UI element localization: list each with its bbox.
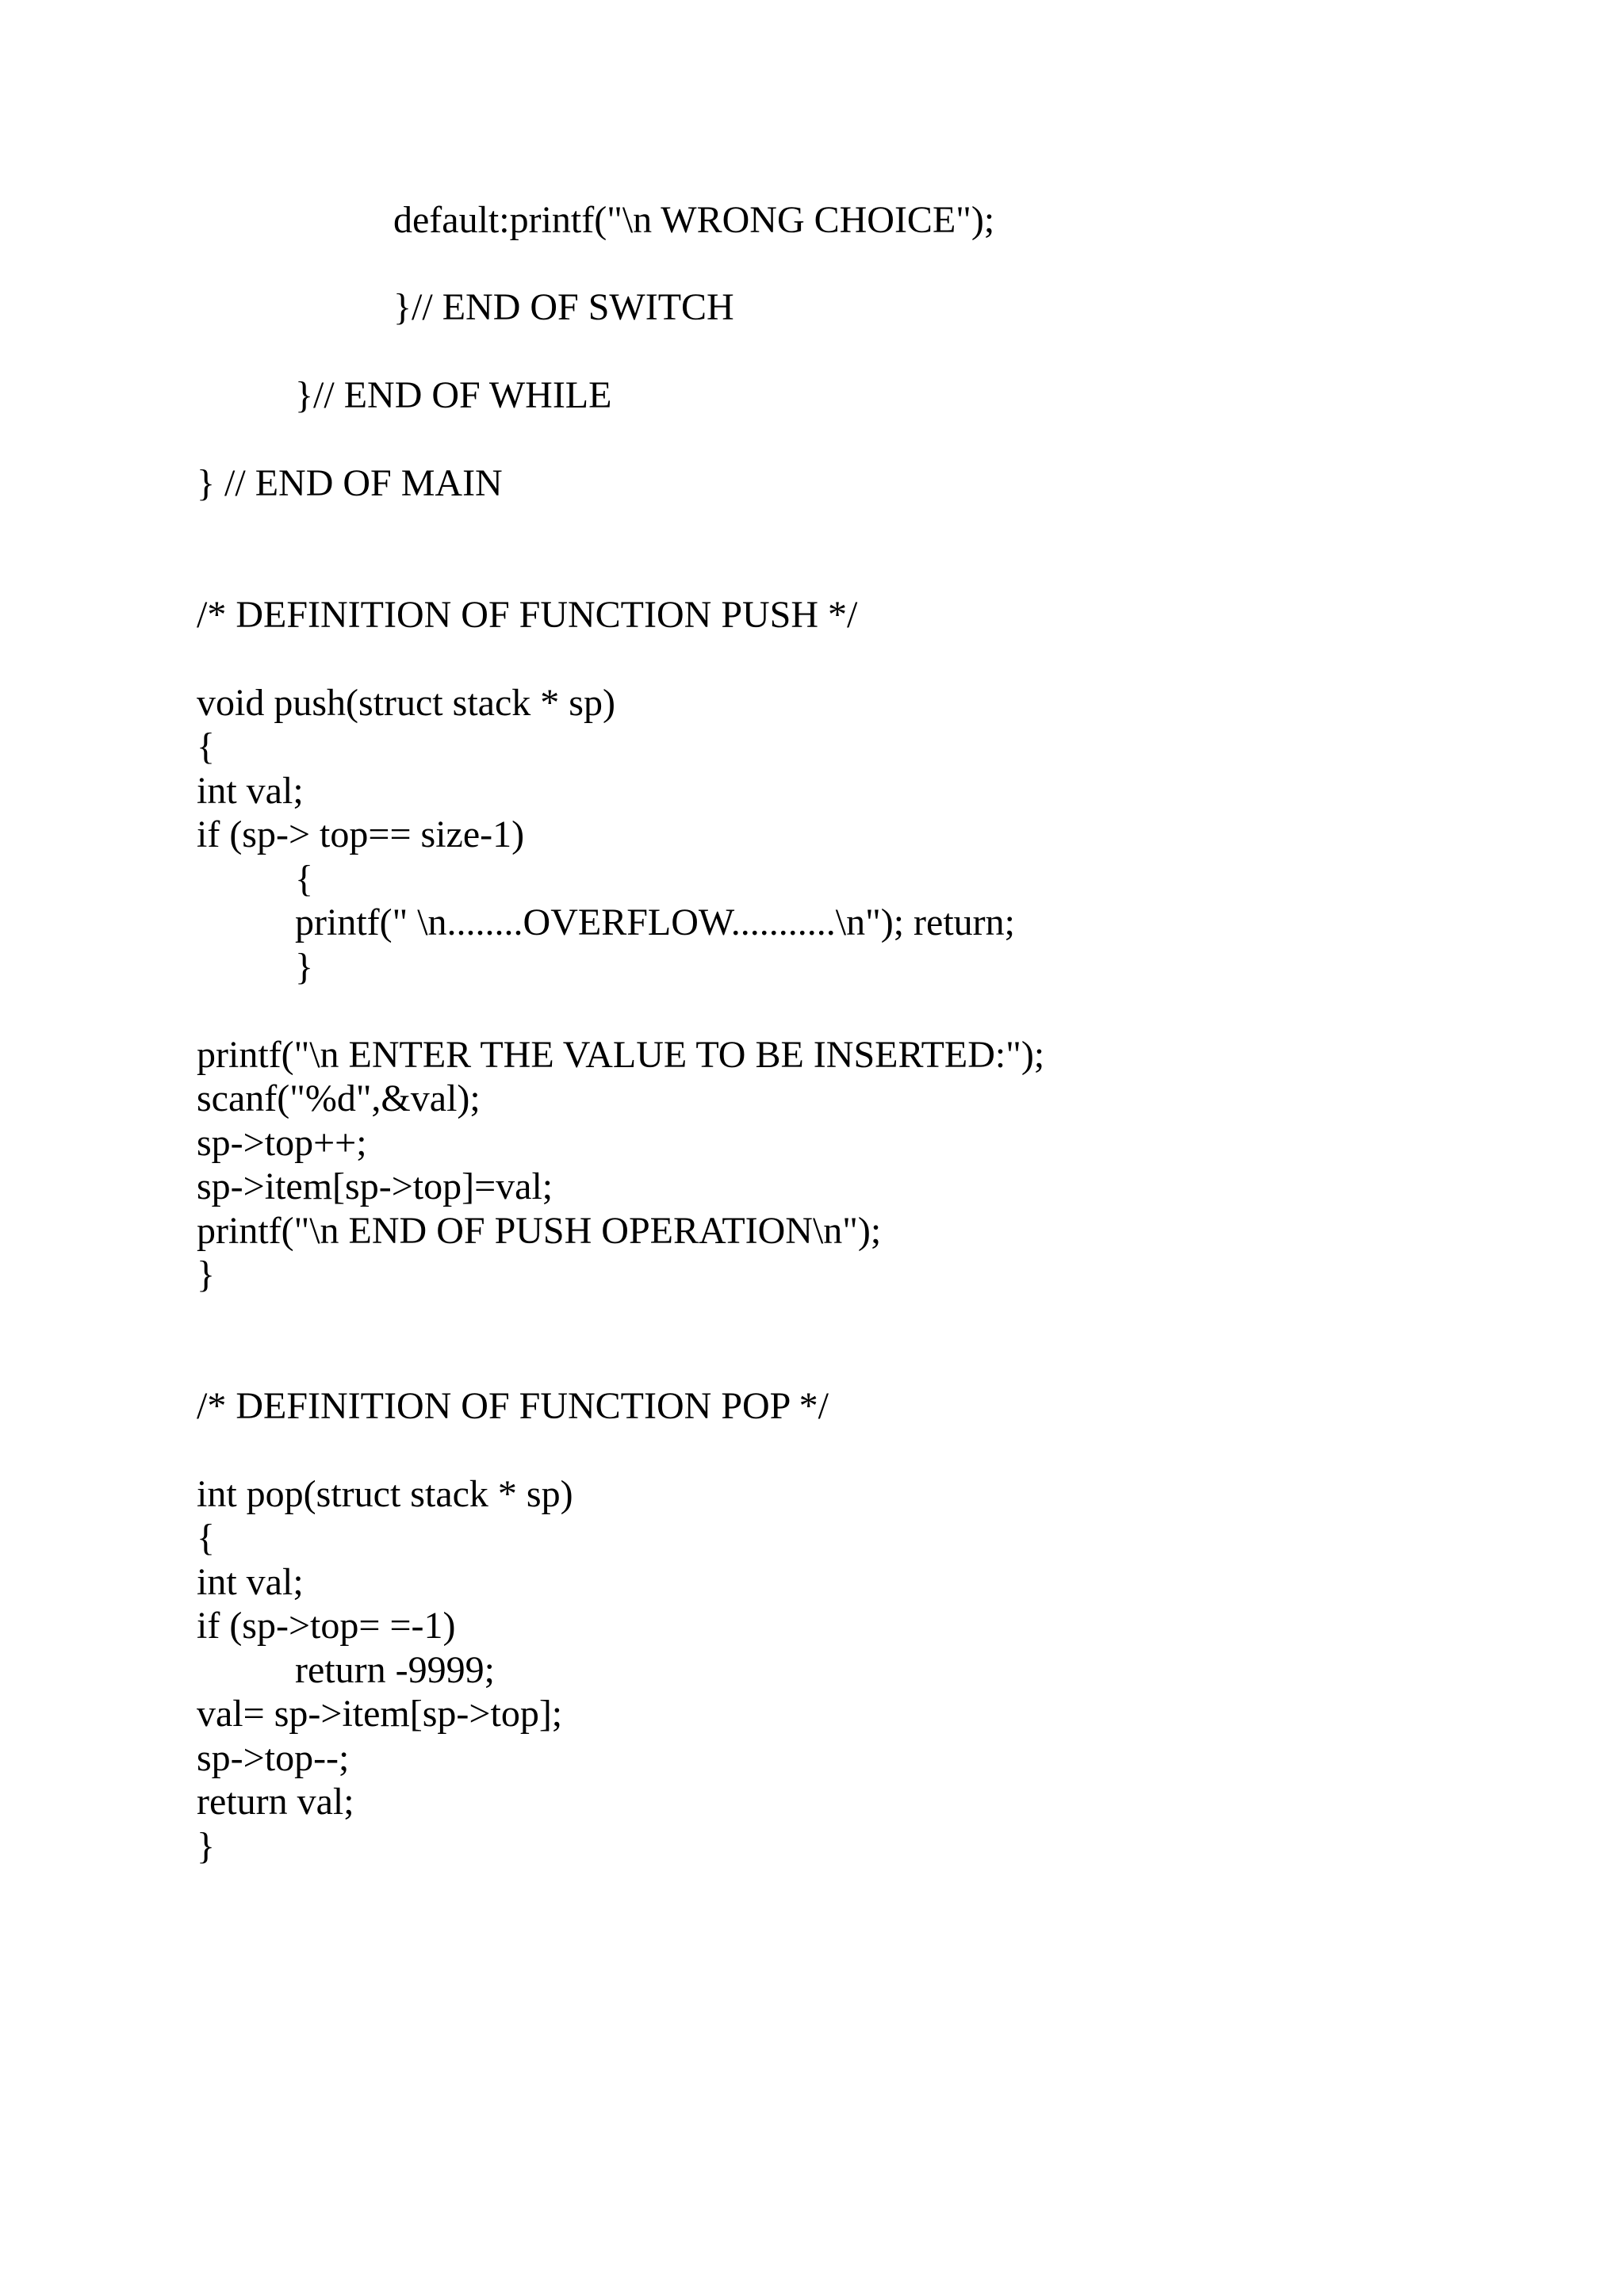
- code-line-push-top-increment: sp->top++;: [197, 1122, 367, 1164]
- code-line-end-main: } // END OF MAIN: [197, 462, 503, 504]
- code-line-push-if-open-brace: {: [295, 858, 314, 900]
- code-line-pop-assign-val: val= sp->item[sp->top];: [197, 1693, 563, 1735]
- comment-pop-definition: /* DEFINITION OF FUNCTION POP */: [197, 1385, 829, 1427]
- code-line-end-while: }// END OF WHILE: [295, 374, 612, 416]
- code-line-pop-open-brace: {: [197, 1517, 216, 1559]
- comment-push-definition: /* DEFINITION OF FUNCTION PUSH */: [197, 594, 858, 636]
- code-line-pop-return-error: return -9999;: [295, 1649, 495, 1691]
- code-line-push-assign-item: sp->item[sp->top]=val;: [197, 1165, 553, 1207]
- code-line-push-int-val: int val;: [197, 770, 304, 812]
- code-line-push-scanf: scanf("%d",&val);: [197, 1077, 481, 1119]
- code-line-push-if-overflow: if (sp-> top== size-1): [197, 813, 525, 855]
- code-line-default-case: default:printf("\n WRONG CHOICE");: [393, 199, 995, 241]
- code-line-pop-top-decrement: sp->top--;: [197, 1737, 350, 1779]
- code-line-push-open-brace: {: [197, 725, 216, 767]
- code-line-pop-int-val: int val;: [197, 1561, 304, 1603]
- code-line-push-printf-end: printf("\n END OF PUSH OPERATION\n");: [197, 1210, 882, 1252]
- code-line-push-close-brace: }: [197, 1253, 216, 1295]
- code-line-pop-close-brace: }: [197, 1825, 216, 1867]
- code-line-pop-signature: int pop(struct stack * sp): [197, 1473, 573, 1515]
- code-line-pop-return-val: return val;: [197, 1781, 354, 1823]
- code-line-pop-if-empty: if (sp->top= =-1): [197, 1605, 456, 1647]
- code-line-push-printf-enter: printf("\n ENTER THE VALUE TO BE INSERTED:");: [197, 1034, 1045, 1076]
- code-line-push-overflow-printf: printf(" \n........OVERFLOW...........\n"); return;: [295, 901, 1015, 943]
- code-line-end-switch: }// END OF SWITCH: [393, 286, 734, 328]
- code-line-push-signature: void push(struct stack * sp): [197, 682, 615, 724]
- code-line-push-if-close-brace: }: [295, 946, 314, 988]
